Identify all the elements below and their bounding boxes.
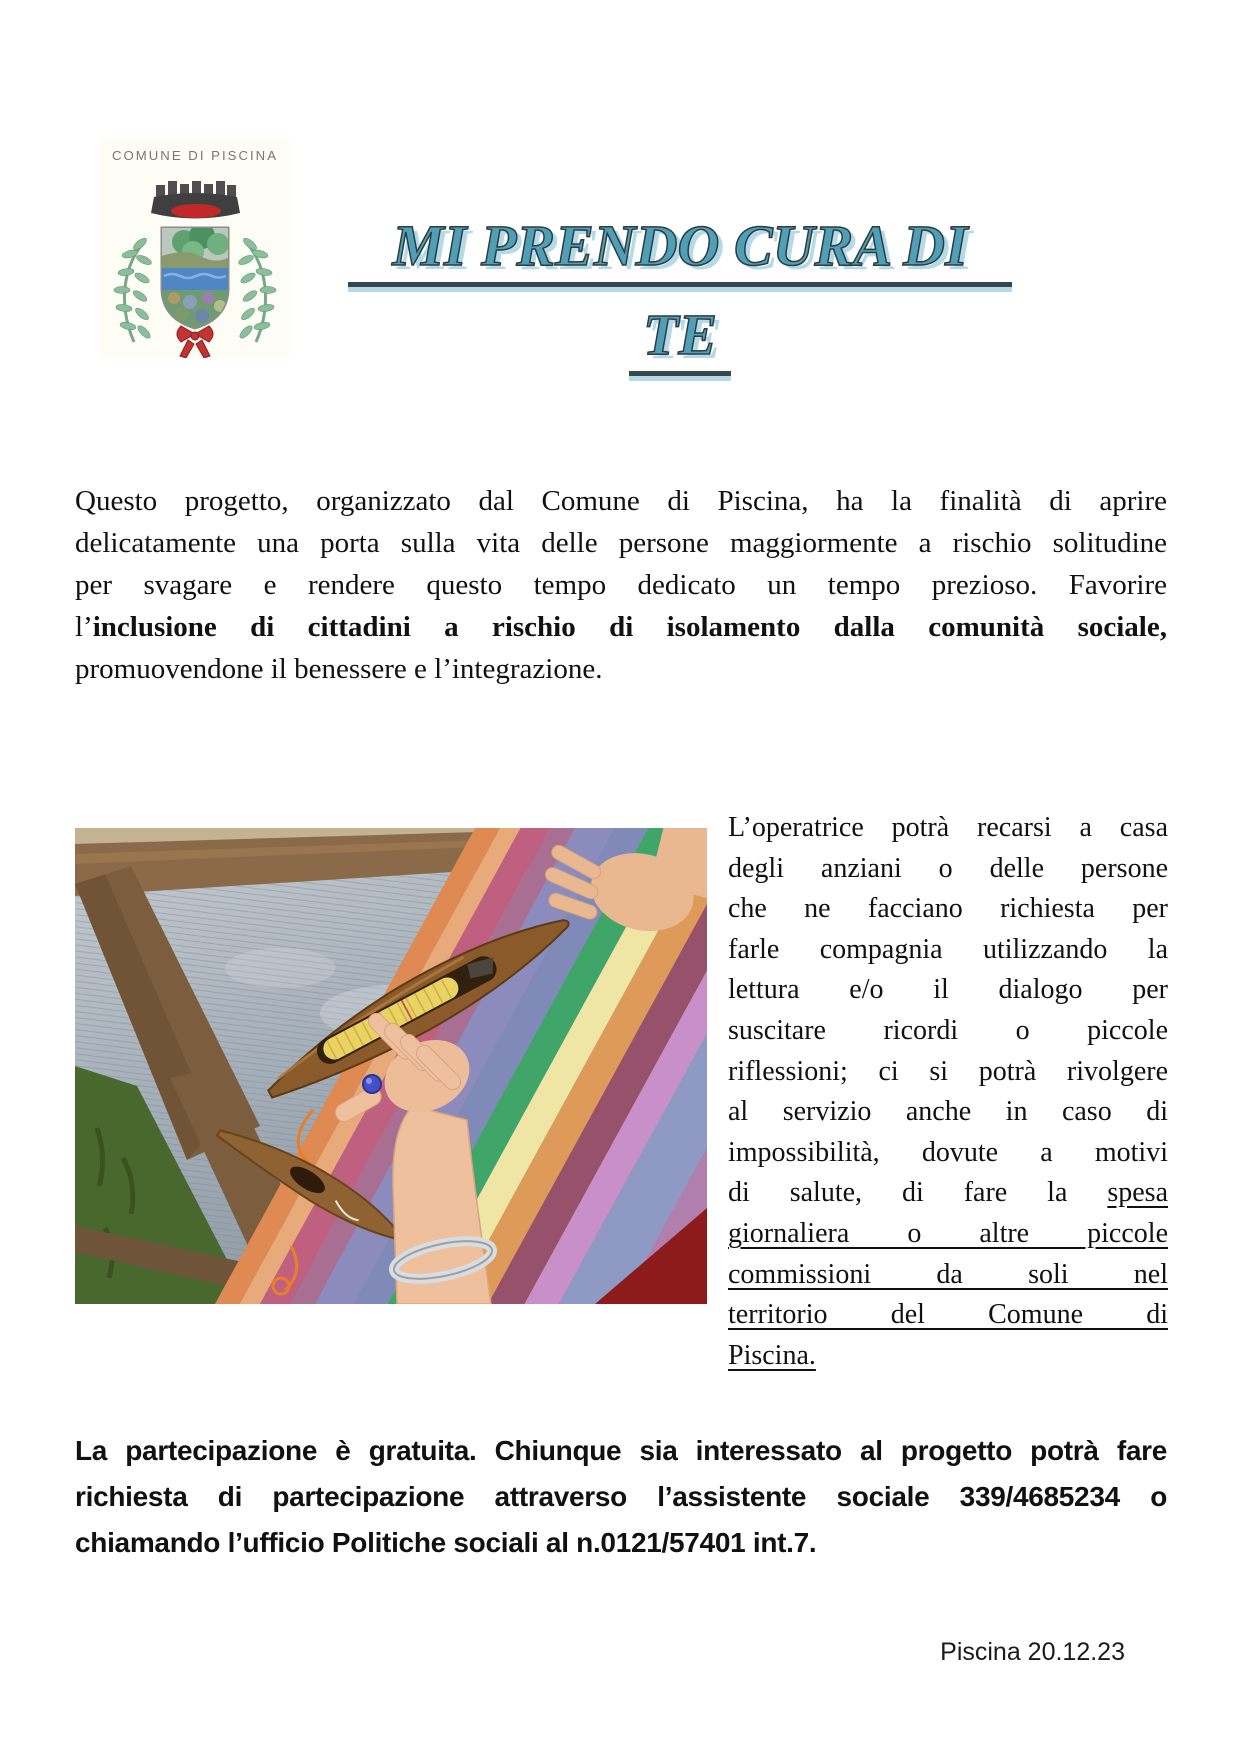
blue-ring (363, 1075, 381, 1093)
body-line-underlined: Piscina. (728, 1339, 816, 1371)
body-line: degli anziani o delle persone (728, 852, 1168, 884)
participation-notice (75, 1428, 1167, 1566)
body-line: L’operatrice potrà recarsi a casa (728, 812, 1168, 843)
shield (162, 223, 229, 330)
notice-line: richiesta di partecipazione attraverso l’assistente sociale 339/4685234 o (75, 1481, 1167, 1512)
body-line: suscitare ricordi o piccole (728, 1014, 1168, 1046)
intro-line-bold: l’inclusione di cittadini a rischio di isolamento dalla comunità sociale, (75, 611, 1167, 643)
municipal-coat-of-arms (100, 138, 290, 358)
date-footer: Piscina 20.12.23 (940, 1638, 1125, 1666)
body-line: che ne facciano richiesta per (728, 893, 1168, 925)
intro-line: delicatamente una porta sulla vita delle persone maggiormente a rischio solitudine (75, 527, 1167, 559)
body-line: impossibilità, dovute a motivi (728, 1136, 1168, 1168)
photo-caption-column (728, 808, 1168, 1376)
body-line-underlined: territorio del Comune di (728, 1299, 1168, 1331)
body-line: al servizio anche in caso di (728, 1096, 1168, 1128)
notice-line: chiamando l’ufficio Politiche sociali al n.0121/57401 int.7. (75, 1527, 817, 1558)
weaving-loom-photo (75, 828, 707, 1304)
intro-paragraph (75, 480, 1167, 690)
intro-line: Questo progetto, organizzato dal Comune di Piscina, ha la finalità di aprire (75, 485, 1167, 517)
logo-caption: COMUNE DI PISCINA (112, 148, 278, 163)
body-line: lettura e/o il dialogo per (728, 974, 1168, 1006)
intro-line: per svagare e rendere questo tempo dedicato un tempo prezioso. Favorire (75, 569, 1167, 601)
body-line-underlined: commissioni da soli nel (728, 1258, 1168, 1290)
notice-line: La partecipazione è gratuita. Chiunque sia interessato al progetto potrà fare (75, 1435, 1167, 1466)
body-line: farle compagnia utilizzando la (728, 933, 1168, 965)
body-line: riflessioni; ci si potrà rivolgere (728, 1055, 1168, 1087)
document-title-line2: TE (629, 303, 731, 376)
document-title-line1: MI PRENDO CURA DI (348, 214, 1012, 287)
document-title (348, 214, 1012, 376)
intro-line: promuovendone il benessere e l’integrazione. (75, 653, 603, 685)
body-line-underlined: giornaliera o altre piccole (728, 1217, 1168, 1249)
body-line-partial-underline: di salute, di fare la spesa (728, 1177, 1168, 1209)
